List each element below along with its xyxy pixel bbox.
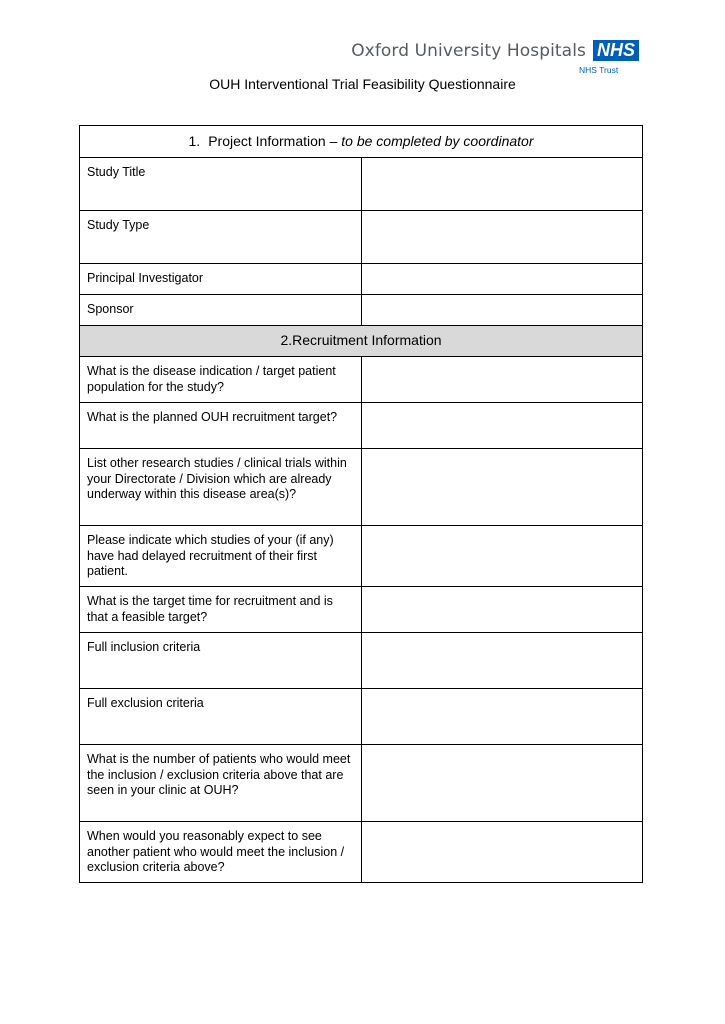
question-label: Principal Investigator bbox=[80, 264, 362, 295]
section-title: 2.Recruitment Information bbox=[80, 326, 643, 357]
table-row bbox=[80, 526, 643, 587]
table-row bbox=[80, 295, 643, 326]
question-label: What is the disease indication / target patient population for the study? bbox=[80, 357, 362, 403]
table-row bbox=[80, 633, 643, 689]
table-row bbox=[80, 449, 643, 526]
question-label: Full exclusion criteria bbox=[80, 689, 362, 745]
answer-cell-study-title[interactable] bbox=[361, 158, 643, 211]
logo-trust-subtitle: NHS Trust bbox=[579, 65, 619, 75]
question-label: Study Type bbox=[80, 211, 362, 264]
table-row bbox=[80, 403, 643, 449]
nhs-logo-mark: NHS bbox=[593, 40, 639, 61]
trust-logo bbox=[351, 40, 639, 75]
question-label: Please indicate which studies of your (if any) have had delayed recruitment of their first patient. bbox=[80, 526, 362, 587]
answer-cell-recruitment-target[interactable] bbox=[361, 403, 643, 449]
answer-cell-target-time[interactable] bbox=[361, 587, 643, 633]
answer-cell-disease-indication[interactable] bbox=[361, 357, 643, 403]
table-row bbox=[80, 587, 643, 633]
table-row bbox=[80, 158, 643, 211]
question-label: Full inclusion criteria bbox=[80, 633, 362, 689]
answer-cell-inclusion-criteria[interactable] bbox=[361, 633, 643, 689]
answer-cell-sponsor[interactable] bbox=[361, 295, 643, 326]
table-row bbox=[80, 357, 643, 403]
table-row bbox=[80, 689, 643, 745]
table-row bbox=[80, 822, 643, 883]
question-label: When would you reasonably expect to see another patient who would meet the inclusion / exclusion criteria above? bbox=[80, 822, 362, 883]
table-row bbox=[80, 745, 643, 822]
section-number: 1. bbox=[188, 132, 201, 149]
document-title: OUH Interventional Trial Feasibility Questionnaire bbox=[209, 76, 516, 92]
answer-cell-study-type[interactable] bbox=[361, 211, 643, 264]
answer-cell-next-patient[interactable] bbox=[361, 822, 643, 883]
section-header-recruitment-information bbox=[80, 326, 643, 357]
question-label: What is the target time for recruitment and is that a feasible target? bbox=[80, 587, 362, 633]
answer-cell-exclusion-criteria[interactable] bbox=[361, 689, 643, 745]
feasibility-questionnaire-table bbox=[79, 125, 643, 883]
question-label: What is the number of patients who would meet the inclusion / exclusion criteria above that are seen in your clinic at OUH? bbox=[80, 745, 362, 822]
table-row bbox=[80, 264, 643, 295]
question-label: List other research studies / clinical trials within your Directorate / Division which are already underway within this disease area(s)? bbox=[80, 449, 362, 526]
section-subtitle: to be completed by coordinator bbox=[341, 132, 534, 149]
section-header-project-information bbox=[80, 126, 643, 158]
question-label: What is the planned OUH recruitment target? bbox=[80, 403, 362, 449]
answer-cell-principal-investigator[interactable] bbox=[361, 264, 643, 295]
logo-organisation-name: Oxford University Hospitals bbox=[351, 40, 586, 61]
answer-cell-other-studies[interactable] bbox=[361, 449, 643, 526]
question-label: Study Title bbox=[80, 158, 362, 211]
question-label: Sponsor bbox=[80, 295, 362, 326]
answer-cell-delayed-recruitment[interactable] bbox=[361, 526, 643, 587]
section-title: Project Information – bbox=[208, 132, 338, 149]
table-row bbox=[80, 211, 643, 264]
answer-cell-eligible-patients[interactable] bbox=[361, 745, 643, 822]
